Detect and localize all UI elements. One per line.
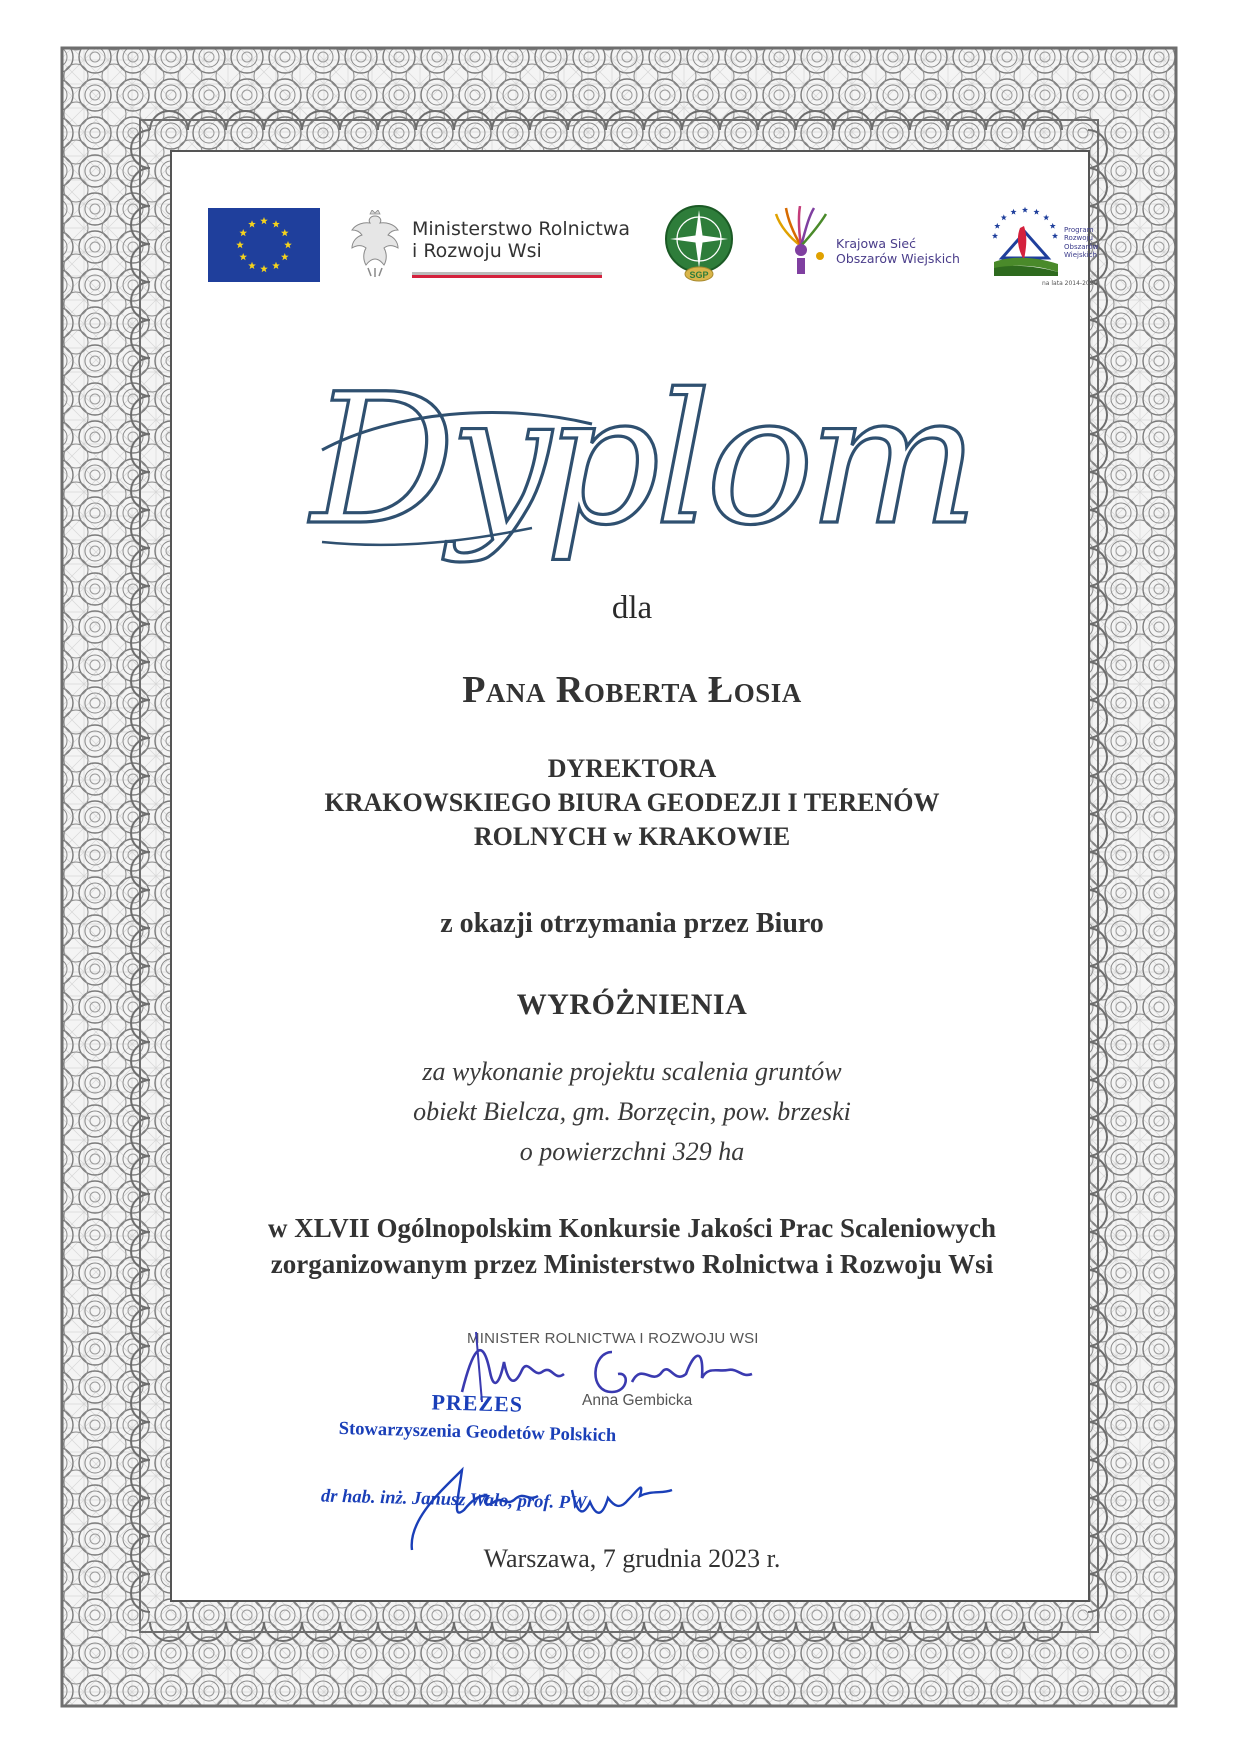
prow-star-icon [994, 223, 1000, 229]
contest-line: zorganizowanym przez Ministerstwo Rolnictwa i Rozwoju Wsi [270, 1249, 994, 1279]
eu-flag-icon [208, 208, 320, 282]
place-and-date: Warszawa, 7 grudnia 2023 r. [483, 1544, 781, 1573]
diploma-title-text: Dyplom [311, 356, 973, 565]
prow-name-line1: Program [1064, 226, 1094, 234]
recipient-name: Pana Roberta Łosia [462, 669, 802, 711]
position-line: DYREKTORA [547, 754, 717, 783]
prow-name-line2: Rozwoju [1064, 234, 1093, 243]
ksow-name-line1: Krajowa Sieć [836, 236, 916, 251]
stamp-person: dr hab. inż. Janusz Walo, prof. PW [320, 1486, 587, 1514]
ksow-name-line2: Obszarów Wiejskich [836, 251, 960, 266]
details-line: o powierzchni 329 ha [519, 1137, 745, 1166]
compass-globe-icon [664, 204, 734, 284]
award-name: WYRÓŻNIENIA [516, 988, 748, 1021]
details-line: obiekt Bielcza, gm. Borzęcin, pow. brzeski [413, 1097, 851, 1126]
certificate-body [170, 150, 1099, 1602]
prow-star-icon [1001, 214, 1007, 220]
ministry-name-line1: Ministerstwo Rolnictwa [412, 218, 631, 240]
polish-eagle-icon [348, 210, 402, 280]
prow-star-icon [1033, 209, 1039, 215]
prow-logo [988, 202, 1098, 288]
recipient-position [172, 752, 1092, 854]
award-details [172, 1052, 1092, 1172]
ministry-flag-stripe-red [412, 275, 602, 278]
prow-star-icon [1052, 233, 1058, 239]
ministry-name-line2: i Rozwoju Wsi [412, 240, 542, 262]
prow-name-line3: Obszarów [1064, 242, 1099, 251]
prow-star-icon [1050, 223, 1056, 229]
details-line: za wykonanie projektu scalenia gruntów [422, 1057, 842, 1086]
contest-text [172, 1210, 1092, 1282]
position-line: KRAKOWSKIEGO BIURA GEODEZJI I TERENÓW [324, 788, 940, 817]
prow-period: na lata 2014-2020 [1042, 280, 1098, 287]
minister-name: Anna Gembicka [582, 1392, 693, 1409]
sgp-label: SGP [689, 270, 709, 280]
ksow-icon [770, 206, 832, 278]
minister-title: MINISTER ROLNICTWA I ROZWOJU WSI [467, 1330, 759, 1347]
prow-star-icon [1022, 207, 1028, 213]
position-line: ROLNYCH w KRAKOWIE [473, 822, 791, 851]
ministry-logo [348, 208, 638, 288]
prow-icon [988, 202, 1062, 278]
prow-star-icon [1010, 209, 1016, 215]
logo-bar [198, 186, 1099, 296]
prow-star-icon [992, 233, 998, 239]
prow-star-icon [1043, 214, 1049, 220]
prow-name-line4: Wiejskich [1064, 251, 1097, 260]
stamp-organization: Stowarzyszenia Geodetów Polskich [338, 1418, 617, 1447]
stamp-title: PREZES [431, 1389, 524, 1417]
contest-line: w XLVII Ogólnopolskim Konkursie Jakości Prac Scaleniowych [267, 1213, 997, 1243]
ksow-logo [770, 206, 970, 286]
occasion-text: z okazji otrzymania przez Biuro [440, 908, 824, 939]
diploma-title [172, 332, 1092, 572]
for-label: dla [611, 590, 653, 626]
